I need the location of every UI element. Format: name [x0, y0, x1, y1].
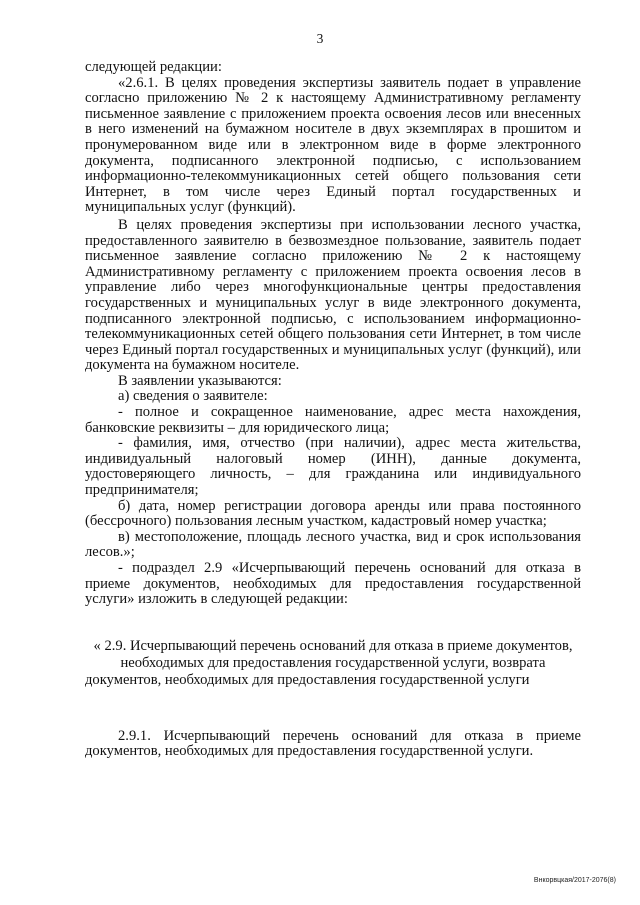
list-item-v: в) местоположение, площадь лесного участка, вид и срок использования лесов.»;: [85, 528, 581, 561]
paragraph-application-contents: В заявлении указываются:: [118, 372, 282, 389]
footer-code: Внкорвцкая/2017-2076(8): [533, 877, 616, 885]
paragraph-intro: следующей редакции:: [85, 59, 222, 75]
page-number: 3: [316, 31, 324, 46]
list-item-legal-entity: - полное и сокращенное наименование, адрес места нахождения, банковские реквизиты – для юридического лица;: [85, 404, 581, 436]
paragraph-free-use: В целях проведения экспертизы при использовании лесного участка, предоставленного заявителю в безвозмездное пользование, заявитель подает письменное заявление согласно приложению № 2 к настоящему Административному регламенту с приложением проекта освоения лесов в управление либо через многофункциональные центры предоставления государственных и муниципальных услуг в виде электронного документа, подписанного электронной подписью, с использованием информационно-телекоммуникационных сетей общего пользования сети Интернет, в том числе через Единый портал государственных и муниципальных услуг (функций), или документа на бумажном носителе.: [85, 216, 581, 374]
document-body: [85, 60, 581, 760]
list-item-b: б) дата, номер регистрации договора аренды или права постоянного (бессрочного) пользования лесным участком, кадастровый номер участка;: [85, 497, 581, 530]
section-title-2-9: « 2.9. Исчерпывающий перечень оснований для отказа в приеме документов, необходимых для предоставления государственной услуги, возврата документов, необходимых для предоставления государственной услуги: [85, 637, 573, 688]
paragraph-2-9-1: 2.9.1. Исчерпывающий перечень оснований для отказа в приеме документов, необходимых для предоставления государственной услуги.: [85, 727, 581, 760]
list-item-a: а) сведения о заявителе:: [118, 388, 268, 405]
paragraph-2-6-1: «2.6.1. В целях проведения экспертизы заявитель подает в управление согласно приложению № 2 к настоящему Административному регламенту письменное заявление с приложением проекта освоения лесов или внесенных в него изменений на бумажном носителе в двух экземплярах в прошитом и пронумерованном виде или в электронном виде в форме электронного документа, подписанного электронной подписью, с использованием информационно-телекоммуникационных сетей общего пользования сети Интернет, в том числе через Единый портал государственных и муниципальных услуг (функций).: [85, 74, 581, 216]
paragraph-subsection-2-9: - подраздел 2.9 «Исчерпывающий перечень оснований для отказа в приеме документов, необходимых для предоставления государственной услуги» изложить в следующей редакции:: [85, 560, 581, 608]
list-item-citizen: - фамилия, имя, отчество (при наличии), адрес места жительства, индивидуальный налоговый номер (ИНН), данные документа, удостоверяющего личность, – для гражданина или индивидуального предпринимателя;: [85, 435, 581, 499]
